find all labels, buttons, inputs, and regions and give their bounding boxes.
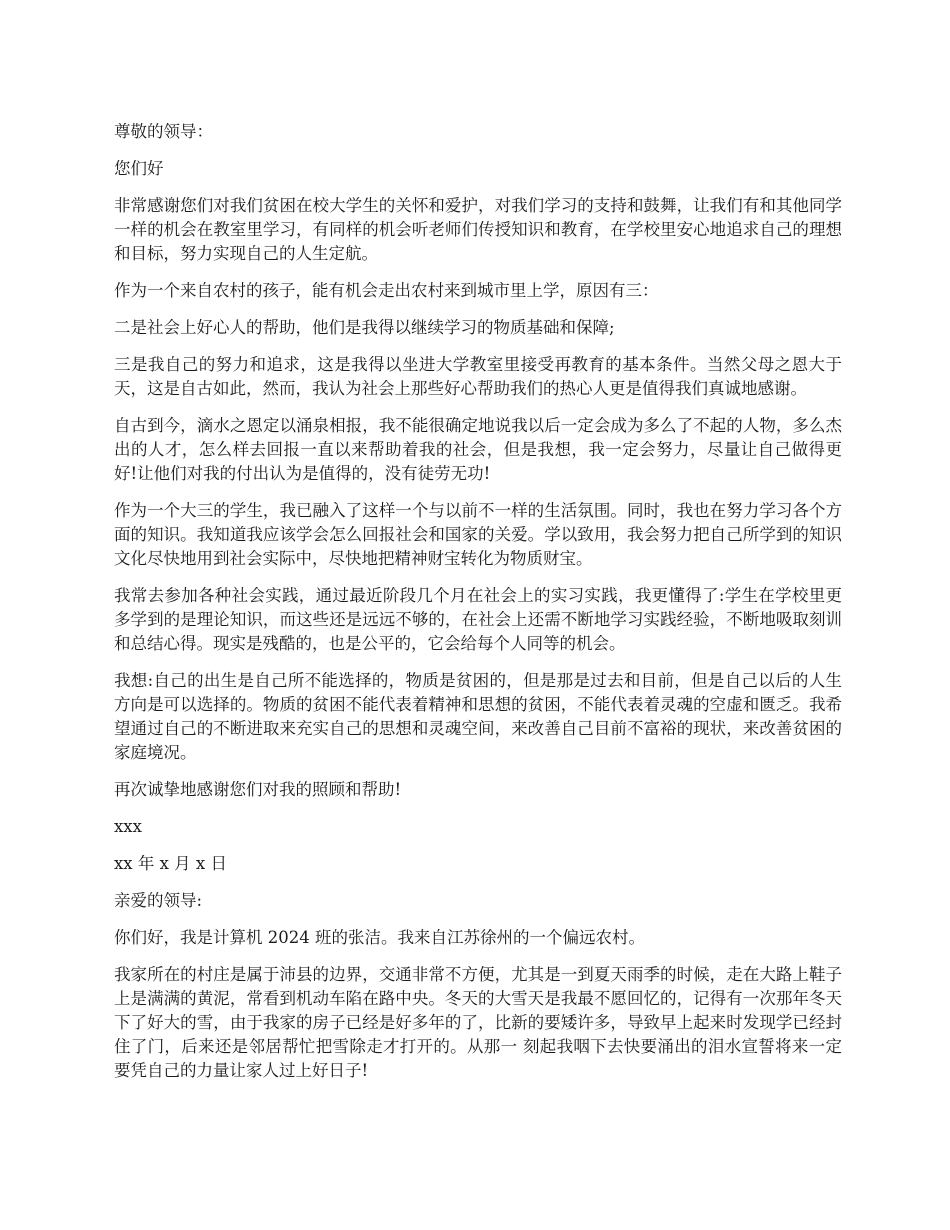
closing-line: 再次诚挚地感谢您们对我的照顾和帮助! <box>114 780 402 799</box>
signature: xxx <box>114 817 142 836</box>
body-paragraph: 你们好，我是计算机 2024 班的张洁。我来自江苏徐州的一个偏远农村。 <box>114 928 645 947</box>
salutation: 亲爱的领导: <box>114 891 203 910</box>
body-paragraph: 我想:自己的出生是自己所不能选择的，物质是贫困的，但是那是过去和目前，但是自己以后的人生方向是可以选择的。物质的贫困不能代表着精神和思想的贫困，不能代表着灵魂的空虚和匮乏。我希望通过自己的不断进取来充实自己的思想和灵魂空间，来改善自己目前不富裕的现状，来改善贫困的家庭境况。 <box>114 671 842 762</box>
greeting: 您们好 <box>114 159 164 178</box>
body-paragraph: 我家所在的村庄是属于沛县的边界，交通非常不方便，尤其是一到夏天雨季的时候，走在大路上鞋子上是满满的黄泥，常看到机动车陷在路中央。冬天的大雪天是我最不愿回忆的，记得有一次那年冬天下了好大的雪，由于我家的房子已经是好多年的了，比新的要矮许多，导致早上起来时发现学已经封住了门，后来还是邻居帮忙把雪除走才打开的。从那一 刻起我咽下去快要涌出的泪水宣誓将来一定要凭自己的力量让家人过上好日子! <box>114 965 842 1080</box>
letter-document <box>114 120 842 1096</box>
body-paragraph: 三是我自己的努力和追求，这是我得以坐进大学教室里接受再教育的基本条件。当然父母之恩大于天，这是自古如此，然而，我认为社会上那些好心帮助我们的热心人更是值得我们真诚地感谢。 <box>114 355 842 398</box>
body-paragraph: 非常感谢您们对我们贫困在校大学生的关怀和爱护，对我们学习的支持和鼓舞，让我们有和其他同学一样的机会在教室里学习，有同样的机会听老师们传授知识和教育，在学校里安心地追求自己的理想和目标，努力实现自己的人生定航。 <box>114 196 842 263</box>
body-paragraph: 自古到今，滴水之恩定以涌泉相报，我不能很确定地说我以后一定会成为多么了不起的人物，多么杰出的人才，怎么样去回报一直以来帮助着我的社会，但是我想，我一定会努力，尽量让自己做得更好!让他们对我的付出认为是值得的，没有徒劳无功! <box>114 416 842 483</box>
salutation: 尊敬的领导： <box>114 122 213 141</box>
date-line: xx 年 x 月 x 日 <box>114 854 227 873</box>
body-paragraph: 作为一个来自农村的孩子，能有机会走出农村来到城市里上学，原因有三： <box>114 281 659 300</box>
body-paragraph: 作为一个大三的学生，我已融入了这样一个与以前不一样的生活氛围。同时，我也在努力学习各个方面的知识。我知道我应该学会怎么回报社会和国家的关爱。学以致用，我会努力把自己所学到的知识文化尽快地用到社会实际中，尽快地把精神财宝转化为物质财宝。 <box>114 501 842 568</box>
body-paragraph: 二是社会上好心人的帮助，他们是我得以继续学习的物质基础和保障; <box>114 318 615 337</box>
body-paragraph: 我常去参加各种社会实践，通过最近阶段几个月在社会上的实习实践，我更懂得了:学生在学校里更多学到的是理论知识，而这些还是远远不够的，在社会上还需不断地学习实践经验，不断地吸取刻训和总结心得。现实是残酷的，也是公平的，它会给每个人同等的机会。 <box>114 586 842 653</box>
